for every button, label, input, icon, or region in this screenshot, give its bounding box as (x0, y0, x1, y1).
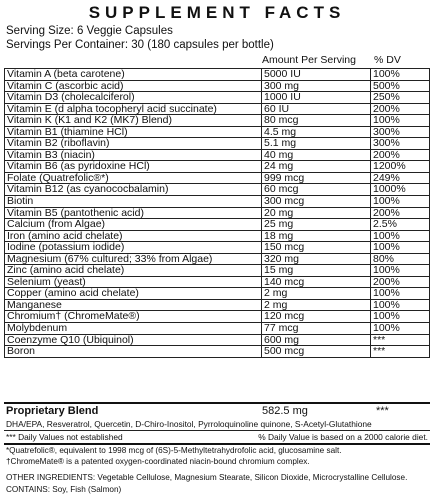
nutrient-dv: 100% (371, 288, 430, 300)
nutrient-amount: 140 mcg (262, 276, 371, 288)
nutrient-amount: 18 mg (262, 230, 371, 242)
nutrient-amount: 2 mg (262, 288, 371, 300)
nutrient-dv: 100% (371, 196, 430, 208)
table-row (5, 230, 430, 242)
table-row (5, 126, 430, 138)
nutrient-name: Iodine (potassium iodide) (5, 242, 262, 254)
other-ingredients: OTHER INGREDIENTS: Vegetable Cellulose, Magnesium Stearate, Silicon Dioxide, Microcrystalline Cellulose. (6, 473, 408, 482)
nutrient-amount: 150 mcg (262, 242, 371, 254)
nutrient-amount: 25 mg (262, 219, 371, 231)
nutrient-name: Copper (amino acid chelate) (5, 288, 262, 300)
nutrient-amount: 300 mcg (262, 196, 371, 208)
nutrient-name: Vitamin B12 (as cyanococbalamin) (5, 184, 262, 196)
table-row (5, 265, 430, 277)
table-row (5, 334, 430, 346)
table-row (5, 323, 430, 335)
nutrient-dv: 2.5% (371, 219, 430, 231)
nutrient-dv: 200% (371, 276, 430, 288)
nutrient-dv: 200% (371, 103, 430, 115)
table-row (5, 138, 430, 150)
nutrient-dv: 1000% (371, 184, 430, 196)
nutrient-amount: 60 IU (262, 103, 371, 115)
nutrient-amount: 4.5 mg (262, 126, 371, 138)
nutrient-name: Vitamin D3 (cholecalciferol) (5, 92, 262, 104)
nutrient-name: Biotin (5, 196, 262, 208)
nutrient-amount: 999 mcg (262, 172, 371, 184)
table-header (4, 54, 430, 67)
servings-per-container: Servings Per Container: 30 (180 capsules per bottle) (6, 39, 274, 51)
nutrient-amount: 1000 IU (262, 92, 371, 104)
nutrient-dv: 100% (371, 242, 430, 254)
table-row (5, 346, 430, 358)
proprietary-blend-label: Proprietary Blend (6, 405, 99, 417)
nutrient-dv: 100% (371, 323, 430, 335)
nutrient-amount: 40 mg (262, 149, 371, 161)
table-row (5, 115, 430, 127)
nutrient-name: Chromium† (ChromeMate®) (5, 311, 262, 323)
table-row (5, 242, 430, 254)
table-row (5, 253, 430, 265)
table-row (5, 219, 430, 231)
amount-header: Amount Per Serving (262, 54, 356, 66)
nutrient-name: Vitamin B6 (as pyridoxine HCl) (5, 161, 262, 173)
nutrient-dv: *** (371, 334, 430, 346)
nutrient-amount: 24 mg (262, 161, 371, 173)
table-row (5, 80, 430, 92)
nutrient-name: Boron (5, 346, 262, 358)
table-row (5, 196, 430, 208)
nutrient-dv: 100% (371, 299, 430, 311)
nutrient-dv: 100% (371, 265, 430, 277)
dv-not-established-note: *** Daily Values not established (6, 432, 123, 442)
table-row (5, 184, 430, 196)
table-row (5, 276, 430, 288)
nutrient-dv: 500% (371, 80, 430, 92)
blend-ingredients: DHA/EPA, Resveratrol, Quercetin, D-Chiro-Inositol, Pyrroloquinoline quinone, S-Acetyl-Glutathione (6, 419, 372, 429)
nutrient-name: Zinc (amino acid chelate) (5, 265, 262, 277)
table-row (5, 207, 430, 219)
daily-value-notes (4, 430, 430, 445)
nutrient-dv: 300% (371, 126, 430, 138)
nutrient-amount: 5000 IU (262, 69, 371, 81)
footnote-quatrefolic: *Quatrefolic®, equivalent to 1998 mcg of (6S)-5-Methyltetrahydrofolic acid, glucosamine salt. (6, 446, 342, 455)
nutrient-amount: 60 mcg (262, 184, 371, 196)
nutrient-dv: 1200% (371, 161, 430, 173)
supplement-facts-panel (2, 2, 432, 498)
nutrient-dv: 100% (371, 230, 430, 242)
dv-header: % DV (374, 54, 401, 66)
proprietary-blend-amount: 582.5 mg (262, 405, 308, 417)
nutrient-name: Iron (amino acid chelate) (5, 230, 262, 242)
serving-size: Serving Size: 6 Veggie Capsules (6, 25, 173, 37)
nutrient-amount: 80 mcg (262, 115, 371, 127)
table-row (5, 311, 430, 323)
table-row (5, 149, 430, 161)
nutrient-name: Calcium (from Algae) (5, 219, 262, 231)
nutrient-dv: 100% (371, 311, 430, 323)
nutrient-name: Vitamin A (beta carotene) (5, 69, 262, 81)
calorie-diet-note: % Daily Value is based on a 2000 calorie diet. (258, 432, 428, 442)
nutrient-dv: 200% (371, 207, 430, 219)
nutrient-name: Selenium (yeast) (5, 276, 262, 288)
panel-title: SUPPLEMENT FACTS (88, 3, 346, 22)
nutrient-dv: 100% (371, 115, 430, 127)
nutrient-name: Molybdenum (5, 323, 262, 335)
footnote-chromemate: †ChromeMate® is a patented oxygen-coordinated niacin-bound chromium complex. (6, 457, 310, 466)
nutrient-dv: 249% (371, 172, 430, 184)
table-row (5, 92, 430, 104)
nutrient-amount: 120 mcg (262, 311, 371, 323)
nutrient-name: Coenzyme Q10 (Ubiquinol) (5, 334, 262, 346)
nutrient-name: Vitamin B1 (thiamine HCl) (5, 126, 262, 138)
nutrient-name: Vitamin B3 (niacin) (5, 149, 262, 161)
nutrient-dv: 250% (371, 92, 430, 104)
table-row (5, 299, 430, 311)
nutrient-amount: 20 mg (262, 207, 371, 219)
proprietary-blend-row (4, 402, 430, 419)
table-row (5, 161, 430, 173)
nutrient-dv: 100% (371, 69, 430, 81)
nutrient-dv: 200% (371, 149, 430, 161)
proprietary-blend-dv: *** (376, 405, 389, 417)
nutrient-amount: 5.1 mg (262, 138, 371, 150)
nutrient-name: Vitamin E (d alpha tocopheryl acid succinate) (5, 103, 262, 115)
table-row (5, 103, 430, 115)
nutrient-amount: 500 mcg (262, 346, 371, 358)
nutrient-name: Vitamin B2 (riboflavin) (5, 138, 262, 150)
table-row (5, 172, 430, 184)
nutrient-name: Vitamin C (ascorbic acid) (5, 80, 262, 92)
nutrient-amount: 2 mg (262, 299, 371, 311)
table-row (5, 69, 430, 81)
nutrient-dv: 300% (371, 138, 430, 150)
nutrient-name: Manganese (5, 299, 262, 311)
nutrient-amount: 77 mcg (262, 323, 371, 335)
allergen-contains: CONTAINS: Soy, Fish (Salmon) (6, 485, 122, 494)
nutrient-amount: 15 mg (262, 265, 371, 277)
nutrient-dv: 80% (371, 253, 430, 265)
nutrient-name: Vitamin B5 (pantothenic acid) (5, 207, 262, 219)
nutrient-name: Folate (Quatrefolic®*) (5, 172, 262, 184)
table-row (5, 288, 430, 300)
nutrient-table (4, 68, 430, 358)
nutrient-name: Magnesium (67% cultured; 33% from Algae) (5, 253, 262, 265)
nutrient-dv: *** (371, 346, 430, 358)
nutrient-amount: 300 mg (262, 80, 371, 92)
nutrient-amount: 320 mg (262, 253, 371, 265)
nutrient-amount: 600 mg (262, 334, 371, 346)
nutrient-name: Vitamin K (K1 and K2 (MK7) Blend) (5, 115, 262, 127)
